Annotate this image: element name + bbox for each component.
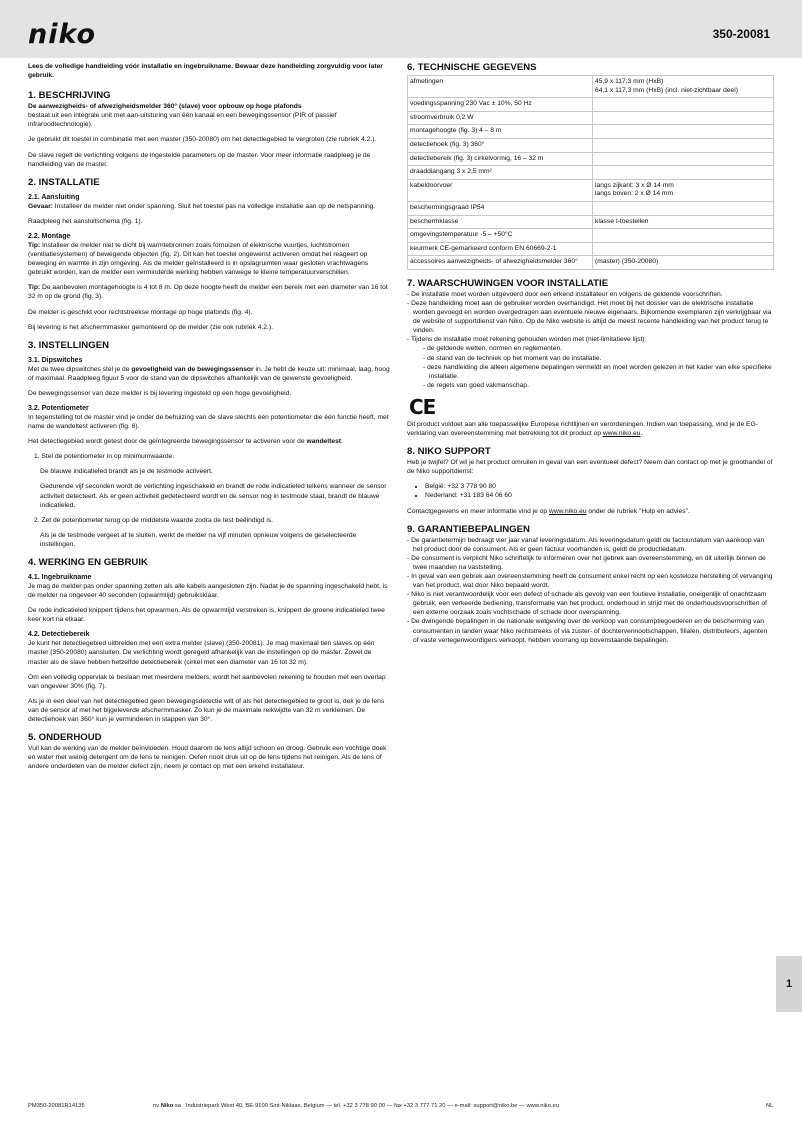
sub-list <box>413 344 774 389</box>
doc-number: 350-20081 <box>712 27 770 41</box>
text: bestaat uit een integrale unit met aan-uitsturing van één kanaal en een bewegingssensor (PIR of passief infraroodtechnologie). <box>28 112 337 129</box>
warning-label: Gevaar: <box>28 202 53 210</box>
section-title: 6. TECHNISCHE GEGEVENS <box>407 62 537 73</box>
spec-value-line: langs boven: 2 x Ø 14 mm <box>595 190 674 198</box>
emphasis: gevoeligheid van de bewegingssensor <box>131 365 254 373</box>
paragraph <box>407 420 774 438</box>
spec-label: beschermingsgraad IP54 <box>408 201 593 215</box>
list-item: - Niko is niet verantwoordelijk voor een defect of schade als gevolg van een foutieve installatie, oneigenlijk of onachtzaam gebruik, een verkeerde bediening, transformatie van het product, onderhoud in strijd met de onderhoudsvoorschriften of een externe oorzaak zoals vochtschade of schade door overspanning. <box>407 591 767 617</box>
spec-row <box>408 201 774 215</box>
product-name: De aanwezigheids- of afwezigheidsmelder 360° (slave) voor opbouw op hoge plafonds <box>28 103 302 111</box>
list-item: - de geldende wetten, normen en reglementen. <box>423 345 563 353</box>
spec-value-line: 45,9 x 117,3 mm (HxB) <box>595 78 664 85</box>
niko-link[interactable]: www.niko.eu <box>549 507 587 515</box>
text: : <box>341 438 343 446</box>
list-item: - de regels van goed vakmanschap. <box>423 381 529 389</box>
list-item: - De garantietermijn bedraagt vier jaar vanaf leveringsdatum. Als leveringsdatum geldt de factuurdatum van aankoop van het product door de consument. Als er geen factuur voorhanden is, geldt de productiedatum. <box>407 536 765 553</box>
list-item: - De dwingende bepalingen in de nationale wetgeving over de verkoop van consumptiegoederen en de bescherming van consumenten in landen waar Niko rechtstreeks of via zuster- of dochtervennootschappen, filialen, distributeurs, agenten of vaste vertegenwoordigers verkoopt, hebben voorrang op bovenstaande bepalingen. <box>407 618 768 644</box>
contact-item: • België: +32 3 778 90 80 <box>425 482 774 491</box>
list-item: - De installatie moet worden uitgevoerd door een erkend installateur en volgens de geldende voorschriften. <box>407 290 723 298</box>
spec-row <box>408 138 774 152</box>
spec-label: omgevingstemperatuur -5 – +50°C <box>408 229 593 243</box>
page-tab: 1 <box>776 956 802 1012</box>
text: in. Je hebt de keuze uit: minimaal, laag, hoog of maximaal. Raadpleeg figuur 5 voor de stand van de dipswitches afhankelijk van de gewenste gevoeligheid. <box>28 365 390 382</box>
spec-row <box>408 111 774 125</box>
spec-value <box>593 111 774 125</box>
list-item: - de stand van de techniek op het moment van de installatie. <box>423 354 602 362</box>
spec-value <box>593 166 774 180</box>
section-title: 1. BESCHRIJVING <box>28 90 111 102</box>
contact-item: • Nederland: +31 183 64 06 60 <box>425 491 774 500</box>
subsection-title: 2.2. Montage <box>28 232 71 240</box>
subsection-title: 2.1. Aansluiting <box>28 193 80 201</box>
spec-row <box>408 76 774 98</box>
paragraph <box>28 241 390 277</box>
spec-table <box>407 75 774 270</box>
text: - Tijdens de installatie moet rekening gehouden worden met (niet-limitatieve lijst): <box>407 336 647 344</box>
spec-value <box>593 215 774 229</box>
list-item: - In geval van een gebrek aan overeenstemming heeft de consument enkel recht op een kosteloze herstelling of vervanging van het product, wat door Niko bepaald wordt. <box>407 572 773 590</box>
spec-label: draaddiangang 3 x 2,5 mm² <box>408 166 593 180</box>
text: Dit product voldoet aan alle toepasselijke Europese richtlijnen en verordeningen. Indien van toepassing, vind je de EG-verklaring van overeenstemming met betrekking tot dit product op <box>407 420 758 438</box>
spec-value-line: langs zijkant: 3 x Ø 14 mm <box>595 181 674 189</box>
spec-label: beschermklasse <box>408 215 593 229</box>
spec-row <box>408 179 774 201</box>
paragraph: Raadpleeg het aansluitschema (fig. 1). <box>28 217 143 225</box>
section-title: 7. WAARSCHUWINGEN VOOR INSTALLATIE <box>407 277 609 289</box>
niko-logo: niko <box>28 19 97 50</box>
spec-value <box>593 138 774 152</box>
footer-lang: NL <box>766 1103 774 1109</box>
subsection-title: 4.1. Ingebruikname <box>28 574 92 581</box>
spec-value <box>593 179 774 201</box>
text: Het detectiegebied wordt getest door de geïntegreerde bewegingssensor te activeren voor de <box>28 438 307 446</box>
section-title: 4. WERKING EN GEBRUIK <box>28 557 148 568</box>
section-title: 9. GARANTIEBEPALINGEN <box>407 523 530 535</box>
paragraph <box>28 102 390 129</box>
paragraph <box>28 202 390 211</box>
text: Met de twee dipswitches stel je de <box>28 365 132 373</box>
paragraph: De melder is geschikt voor rechtstreekse montage op hoge plafonds (fig. 4). <box>28 308 253 316</box>
subsection-title: 4.2. Detectiebereik <box>28 631 90 639</box>
section-title: 3. INSTELLINGEN <box>28 339 110 351</box>
spec-value <box>593 152 774 166</box>
spec-label: stroomverbruik 0,2 W <box>408 111 593 125</box>
paragraph: De rode indicatieled knippert tijdens het opwarmen. Als de opwarmtijd verstreken is, knippert de groene indicatieled twee keer kort na elkaar. <box>28 607 385 624</box>
spec-label: detectiehoek (fig. 3) 360° <box>408 138 593 152</box>
header-bar <box>0 0 802 58</box>
spec-value <box>593 229 774 243</box>
paragraph: De bewegingssensor van deze melder is bij levering ingesteld op een hoge gevoeligheid. <box>28 389 292 397</box>
paragraph: Om een volledig oppervlak te beslaan met meerdere melders, wordt het aanbevolen rekening te houden met een overlap van ongeveer 30% (fig. 7). <box>28 673 386 690</box>
contact-list <box>407 482 774 500</box>
spec-value <box>593 256 774 270</box>
text: nv <box>153 1103 161 1109</box>
paragraph <box>28 365 390 383</box>
paragraph: Als je in een deel van het detectiegebied geen bewegingsdetectie wilt of als het detectiegebied te groot is, dek je de lens van de sensor af met het bijgeleverde afschermmasker. Zo kun je de maximale reikwijdte van 32 m verkleinen. De detectiehoek van 360° kun je verminderen in stappen van 30°. <box>28 697 385 724</box>
step-detail: Als je de testmode vergeet af te sluiten, werkt de melder na vijf minuten opnieuw volgens de geselecteerde instellingen. <box>40 531 357 548</box>
spec-row <box>408 152 774 166</box>
spec-row <box>408 242 774 256</box>
spec-value-line: (master) (350-20080) <box>595 258 659 266</box>
text: De aanbevolen montagehoogte is 4 tot 8 m. Op deze hoogte heeft de melder een bereik met een diameter van 16 tot 32 m op de grond (fig. 3). <box>28 284 388 301</box>
tip-label: Tip: <box>28 284 41 292</box>
paragraph: Heb je twijfel? Of wil je het product omruilen in geval van een eventueel defect? Neem dan contact op met je groothandel of de Niko supportdienst: <box>407 459 773 476</box>
warranty-list <box>407 536 774 645</box>
spec-label: afmetingen <box>408 76 593 98</box>
spec-value <box>593 98 774 112</box>
right-column <box>407 62 774 651</box>
step-detail: De blauwe indicatieled brandt als je de testmode activeert. <box>40 468 213 476</box>
warning-list <box>407 290 774 390</box>
spec-row <box>408 166 774 180</box>
spec-row <box>408 215 774 229</box>
company-name: Niko <box>160 1103 174 1109</box>
footer-code: PM350-20081R14135 <box>28 1103 85 1109</box>
spec-value <box>593 201 774 215</box>
spec-row <box>408 229 774 243</box>
spec-value <box>593 76 774 98</box>
spec-label: kabeldoorvoer <box>408 179 593 201</box>
footer-company <box>153 1103 559 1109</box>
spec-value-line: 64,1 x 117,3 mm (HxB) (incl. niet-zichtbaar deel) <box>595 86 738 94</box>
paragraph <box>407 507 774 516</box>
subsection-title: 3.2. Potentiometer <box>28 404 89 412</box>
intro-text: Lees de volledige handleiding vóór installatie en ingebruikname. Bewaar deze handleiding zorgvuldig voor later gebruik. <box>28 63 383 80</box>
paragraph: Je gebruikt dit toestel in combinatie met een master (350-20080) om het detectiegebied te vergroten (zie rubriek 4.2.). <box>28 136 377 144</box>
list-item: - Deze handleiding moet aan de gebruiker worden overhandigd. Het moet bij het dossier van de elektrische installatie worden gevoegd en worden overgedragen aan eventuele nieuwe eigenaars. Bijkomende exemplaren zijn verkrijgbaar via de website of supportdienst van Niko. Op de Niko website is altijd de meest recente handleiding van het product terug te vinden. <box>407 300 772 335</box>
spec-label: voedingsspanning 230 Vac ± 10%, 50 Hz <box>408 98 593 112</box>
step: 1. Stel de potentiometer in op minimumwaarde. <box>34 453 175 461</box>
paragraph: De slave regelt de verlichting volgens de ingestelde parameters op de master. Voor meer informatie raadpleeg je de handleiding van de master. <box>28 151 371 168</box>
section-title: 8. NIKO SUPPORT <box>407 446 491 458</box>
left-column <box>28 62 390 777</box>
list-item: - De consument is verplicht Niko schriftelijk te informeren over het gebrek aan overeenstemming, en dit uiterlijk binnen de twee maanden na vaststelling. <box>407 554 766 571</box>
paragraph: Bij levering is het afschermmasker gemonteerd op de melder (zie ook rubriek 4.2.). <box>28 323 273 331</box>
text: Installeer de melder niet onder spanning. Sluit het toestel pas na volledige installatie aan op de netspanning. <box>52 202 376 210</box>
emphasis: wandeltest <box>306 438 342 446</box>
footer-address: Industriepark West 40, BE-9100 Sint-Niklaas, Belgium — tel. +32 3 778 90 00 — fax +32 3 777 71 20 — e-mail: support@niko.be — www.niko.eu <box>185 1103 559 1109</box>
spec-value <box>593 242 774 256</box>
niko-link[interactable]: www.niko.eu <box>602 430 641 438</box>
text: sa <box>173 1103 182 1109</box>
paragraph: Vuil kan de werking van de melder beïnvloeden. Houd daarom de lens altijd schoon en droog. Gebruik een vochtige doek en water met weinig detergent om de lens te reinigen. Oefen nooit druk uit op de lens tijdens het reinigen. Als de lens of andere onderdelen van de melder defect zijn, neem je contact op met een erkend installateur. <box>28 745 387 771</box>
spec-row <box>408 98 774 112</box>
spec-label: detectiebereik (fig. 3) cirkelvormig, 16 – 32 m <box>408 152 593 166</box>
tip-label: Tip: <box>28 241 41 249</box>
list-item: - deze handleiding die alleen algemene bepalingen vermeldt en moet worden gelezen in het kader van elke specifieke installatie. <box>423 363 772 380</box>
spec-value-line: klasse I-toestellen <box>595 217 649 225</box>
ce-mark: CE <box>409 394 436 419</box>
paragraph <box>28 437 390 446</box>
subsection-title: 3.1. Dipswitches <box>28 356 83 364</box>
paragraph <box>28 283 390 301</box>
spec-value <box>593 125 774 139</box>
spec-label: keurmerk CE-gemarkeerd conform EN 60669-2-1 <box>408 242 593 256</box>
text: . <box>640 430 643 438</box>
section-title: 5. ONDERHOUD <box>28 732 102 744</box>
step-detail: Gedurende vijf seconden wordt de verlichting ingeschakeld en brandt de rode indicatieled telkens wanneer de sensor activiteit detecteert. Als er geen activiteit gedetecteerd wordt en de sensor nog in testmode staat, brandt de blauwe indicatieled. <box>40 483 387 509</box>
spec-label: montagehoogte (fig. 3) 4 – 8 m <box>408 125 593 139</box>
spec-label: accessoires aanwezigheids- of afwezigheidsmelder 360° <box>408 256 593 270</box>
text: onder de rubriek "Hulp en advies". <box>586 507 690 515</box>
section-title: 2. INSTALLATIE <box>28 176 100 188</box>
paragraph: Je kunt het detectiegebied uitbreiden met een extra melder (slave) (350-20081). Je mag maximaal tien slaves op één master (350-20080) aansluiten. De verlichting wordt geregeld afhankelijk van de instellingen op de master. Zowel de master als de slave hebben hetzelfde detectiebereik (cirkel met een diameter van 16 tot 32 m). <box>28 640 375 666</box>
list-item <box>407 335 774 390</box>
text: Contactgegevens en meer informatie vind je op <box>407 507 550 515</box>
spec-row <box>408 256 774 270</box>
text: Installeer de melder niet te dicht bij warmtebronnen zoals fornuizen of elektrische vuurtjes, luchtstromen (ventilatiesystemen) of bewegende objecten (fig. 2). Dit kan het toestel ongewenst activeren omdat het reageert op beweging en warmte in zijn omgeving. Als de melder geïnstalleerd is in opslagruimten waar gesloten vrachtwagens gebruikt worden, kan de melder een verminderde werking hebben vanwege te kleine temperatuurverschillen. <box>28 241 369 277</box>
spec-row <box>408 125 774 139</box>
step: 2. Zet de potentiometer terug op de middelste waarde zodra de test beëindigd is. <box>34 516 274 524</box>
paragraph: In tegenstelling tot de master vind je onder de behuizing van de slave slechts één potentiometer die één functie heeft, met name de wandeltest activeren (fig. 6). <box>28 413 389 431</box>
paragraph: Je mag de melder pas onder spanning zetten als alle kabels aangesloten zijn. Nadat je de spanning ingeschakeld hebt, is de melder na ongeveer 40 seconden (opwarmtijd) gebruiksklaar. <box>28 583 388 600</box>
